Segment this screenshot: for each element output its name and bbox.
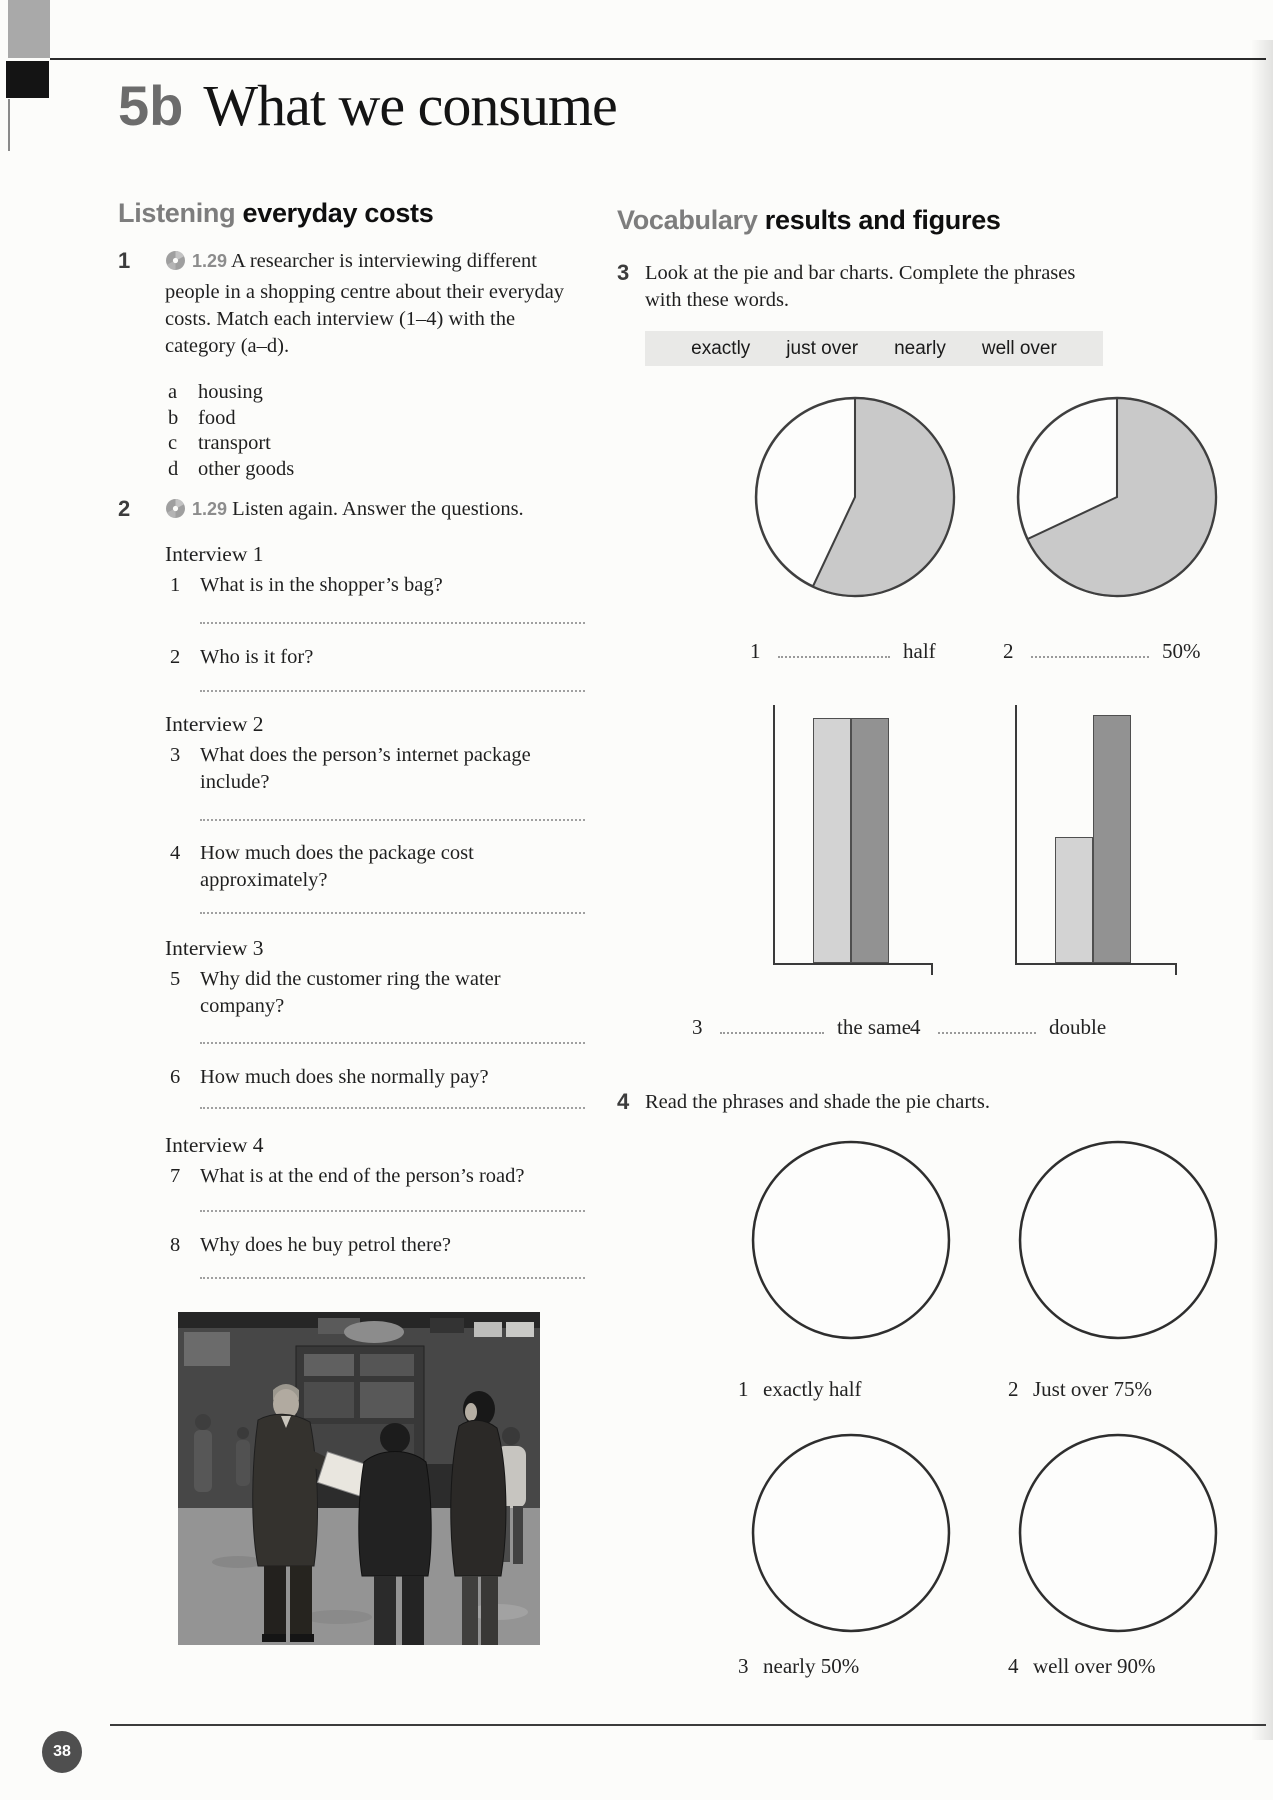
- question-row-3: [170, 742, 570, 796]
- question-number: 6: [170, 1066, 181, 1088]
- answer-line-4: [200, 910, 585, 914]
- exercise-3-number: 3: [617, 260, 630, 285]
- option-b: [168, 406, 585, 432]
- exercise-4: [617, 1089, 1137, 1116]
- caption-number: 3: [692, 1015, 703, 1039]
- fill-in-blank: [720, 1018, 824, 1034]
- caption-number: 4: [1008, 1654, 1019, 1678]
- audio-track-number: 1.29: [192, 251, 228, 271]
- answer-line-2: [200, 688, 585, 692]
- listening-heading-title: everyday costs: [242, 198, 434, 228]
- bar-4-light: [1055, 837, 1093, 963]
- vocabulary-heading-title: results and figures: [764, 205, 1001, 235]
- pie-2-caption: [1003, 639, 1201, 664]
- left-edge-mark: [8, 99, 10, 151]
- question-text: How much does she normally pay?: [200, 1066, 489, 1088]
- question-row-6: [170, 1064, 570, 1091]
- interview-3-heading: Interview 3: [165, 936, 264, 960]
- bar-chart-3: [773, 705, 933, 965]
- option-c: [168, 431, 585, 457]
- vocabulary-heading: [617, 205, 1001, 236]
- question-text: Why does he buy petrol there?: [200, 1234, 452, 1256]
- exercise-1-body: [165, 248, 585, 482]
- question-number: 8: [170, 1234, 181, 1256]
- caption-number: 1: [750, 639, 761, 663]
- exercise-3: [617, 260, 1117, 314]
- audio-cd-icon: [165, 250, 186, 279]
- listening-heading: [118, 198, 433, 229]
- option-d: [168, 457, 585, 483]
- caption-number: 1: [738, 1377, 749, 1401]
- caption-number: 4: [910, 1015, 921, 1039]
- caption-number: 3: [738, 1654, 749, 1678]
- caption-number: 2: [1008, 1377, 1019, 1401]
- option-letter: a: [168, 381, 178, 403]
- photo-pedestrian: [195, 1414, 211, 1430]
- question-number: 3: [170, 744, 181, 766]
- caption-suffix: double: [1049, 1015, 1107, 1039]
- word-box-word: exactly: [691, 337, 751, 359]
- photo-sale-signs: [474, 1322, 502, 1337]
- shade-pie-2-caption: [1008, 1377, 1152, 1402]
- question-text: Why did the customer ring the water company?: [200, 968, 501, 1017]
- fill-in-blank: [1031, 642, 1149, 658]
- question-number: 5: [170, 968, 181, 990]
- word-box-word: nearly: [894, 337, 946, 359]
- question-text: What does the person’s internet package include?: [200, 744, 531, 793]
- answer-line-7: [200, 1208, 585, 1212]
- exercise-2-text: Listen again. Answer the questions.: [232, 498, 524, 520]
- question-number: 4: [170, 842, 181, 864]
- option-a: [168, 380, 585, 406]
- pie-chart-2: [1015, 395, 1219, 599]
- exercise-1-number: 1: [118, 248, 131, 273]
- pie-1-caption: [750, 639, 936, 664]
- option-label: transport: [198, 432, 271, 454]
- exercise-1-text: A researcher is interviewing different people in a shopping centre about their everyday costs. Match each interview (1–4) with the category (a–d).: [165, 250, 565, 357]
- shade-pie-4: [1017, 1432, 1219, 1634]
- bar-3-dark: [851, 718, 889, 963]
- bar-3-caption: [692, 1015, 911, 1040]
- footer-rule: [110, 1724, 1266, 1726]
- answer-line-5: [200, 1040, 585, 1044]
- answer-line-6: [200, 1105, 585, 1109]
- exercise-1-instruction: [165, 248, 585, 360]
- question-number: 1: [170, 574, 181, 596]
- exercise-2-instruction: [165, 496, 585, 527]
- interview-2-heading: Interview 2: [165, 712, 264, 736]
- category-options: [168, 380, 585, 482]
- corner-black-block: [6, 61, 49, 98]
- question-row-1: [170, 572, 570, 599]
- answer-line-3: [200, 817, 585, 821]
- bar-4-caption: [910, 1015, 1106, 1040]
- caption-label: nearly 50%: [763, 1654, 860, 1678]
- question-row-2: [170, 644, 570, 671]
- shade-pie-1-caption: [738, 1377, 862, 1402]
- option-letter: d: [168, 457, 179, 480]
- unit-header: [118, 72, 617, 139]
- caption-suffix: half: [903, 639, 936, 663]
- listening-heading-label: Listening: [118, 198, 236, 228]
- shade-pie-row-1: [617, 1139, 1219, 1341]
- bar-chart-4: [1015, 705, 1177, 965]
- question-number: 7: [170, 1165, 181, 1187]
- corner-gray-block: [8, 0, 50, 58]
- page-edge-shadow: [1251, 40, 1273, 1740]
- question-row-5: [170, 966, 570, 1020]
- photo-pedestrian-light-jacket: [502, 1427, 520, 1445]
- option-letter: c: [168, 432, 178, 454]
- bar-4-dark: [1093, 715, 1131, 963]
- audio-cd-icon: [165, 498, 186, 527]
- shade-pie-row-2: [617, 1432, 1219, 1634]
- caption-number: 2: [1003, 639, 1014, 663]
- shade-pie-2: [1017, 1139, 1219, 1341]
- caption-label: exactly half: [763, 1377, 862, 1401]
- interview-photo: [178, 1312, 540, 1645]
- caption-suffix: 50%: [1162, 639, 1201, 663]
- exercise-4-text: Read the phrases and shade the pie charts.: [645, 1091, 990, 1113]
- exercise-2-body: [165, 496, 585, 527]
- exercise-4-number: 4: [617, 1089, 630, 1114]
- pie-charts: [617, 395, 1219, 599]
- page-title: What we consume: [203, 73, 617, 138]
- shade-pie-3-caption: [738, 1654, 859, 1679]
- vocabulary-section: [617, 205, 1237, 1705]
- question-text: Who is it for?: [200, 646, 314, 668]
- word-box-word: well over: [981, 337, 1057, 359]
- audio-track-number: 1.29: [192, 499, 228, 519]
- exercise-2-number: 2: [118, 496, 131, 521]
- shade-pie-1: [750, 1139, 952, 1341]
- bar-3-light: [813, 718, 851, 963]
- word-box-word: just over: [786, 337, 859, 359]
- question-number: 2: [170, 646, 181, 668]
- word-box: [645, 331, 1103, 366]
- fill-in-blank: [938, 1018, 1036, 1034]
- question-row-7: [170, 1163, 570, 1190]
- caption-label: Just over 75%: [1033, 1377, 1152, 1401]
- listening-section: [118, 198, 585, 1378]
- vocabulary-heading-label: Vocabulary: [617, 205, 758, 235]
- page-number-badge: 38: [42, 1731, 82, 1773]
- shade-pie-4-caption: [1008, 1654, 1155, 1679]
- pie-chart-1: [753, 395, 957, 599]
- option-label: food: [198, 406, 236, 429]
- axis-end-tick: [1175, 965, 1177, 975]
- caption-suffix: the same: [837, 1015, 912, 1039]
- interview-1-heading: Interview 1: [165, 542, 264, 566]
- fill-in-blank: [778, 642, 890, 658]
- axis-end-tick: [931, 965, 933, 975]
- answer-line-8: [200, 1275, 585, 1279]
- question-row-4: [170, 840, 570, 894]
- exercise-2: [118, 496, 585, 527]
- question-row-8: [170, 1232, 570, 1259]
- unit-number: 5b: [118, 74, 184, 137]
- option-label: other goods: [198, 457, 295, 480]
- question-text: How much does the package cost approximately?: [200, 842, 474, 891]
- answer-line-1: [200, 620, 585, 624]
- question-text: What is in the shopper’s bag?: [200, 574, 443, 596]
- exercise-3-text: Look at the pie and bar charts. Complete the phrases with these words.: [645, 262, 1076, 311]
- caption-label: well over 90%: [1033, 1654, 1156, 1678]
- top-rule: [50, 58, 1266, 60]
- option-letter: b: [168, 406, 179, 429]
- question-text: What is at the end of the person’s road?: [200, 1165, 525, 1187]
- shade-pie-3: [750, 1432, 952, 1634]
- interview-4-heading: Interview 4: [165, 1133, 264, 1157]
- option-label: housing: [198, 381, 263, 403]
- exercise-1: [118, 248, 585, 482]
